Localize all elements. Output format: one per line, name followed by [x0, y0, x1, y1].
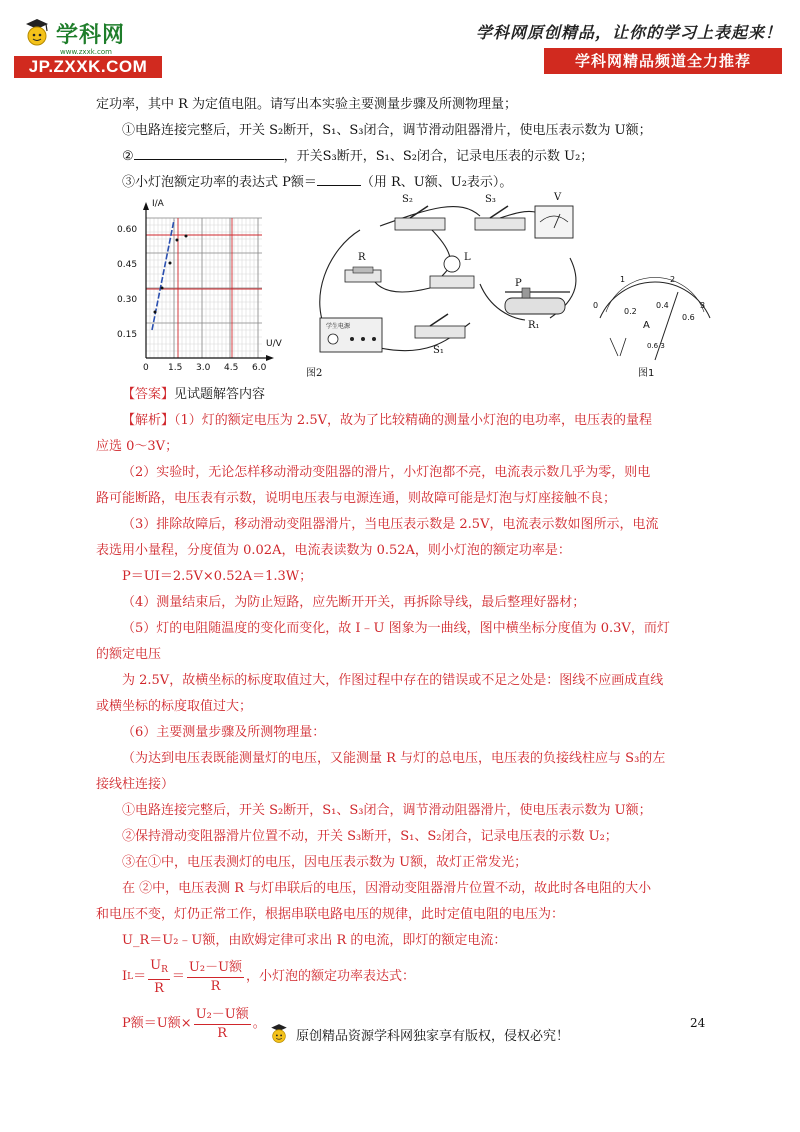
ur-sub: R	[161, 964, 168, 975]
zxxk-logo	[12, 14, 162, 76]
analysis-p2-line1: （2）实验时，无论怎样移动滑动变阻器的滑片，小灯泡都不亮，电流表示数几乎为零，则电	[122, 465, 651, 480]
question-step-1: ①电路连接完整后，开关 S₂断开，S₁、S₃闭合，调节滑动阻器滑片，使电压表示数为 U额；	[122, 123, 652, 138]
analysis-p6-step1: ①电路连接完整后，开关 S₂断开，S₁、S₃闭合，调节滑动阻器滑片，使电压表示数为 U额；	[122, 803, 652, 818]
analysis-p1-line1: （1）灯的额定电压为 2.5V，故为了比较精确的测量小灯泡的电功率，电压表的量程	[174, 413, 652, 428]
mascot-icon	[22, 16, 52, 50]
fig1-caption: 图1	[638, 368, 655, 379]
channel-banner: 学科网精品频道全力推荐	[544, 48, 782, 74]
analysis-p5-line4: 或横坐标的标度取值过大；	[96, 699, 253, 714]
analysis-p6-line2: （为达到电压表既能测量灯的电压，又能测量 R 与灯的总电压，电压表的负接线柱应与 S₃的左	[122, 751, 666, 766]
x-tick: 4.5	[224, 363, 239, 373]
ur-symbol: U	[150, 957, 162, 973]
fraction-numerator: U₂－U额	[187, 959, 244, 978]
fraction-numerator: U₂－U额	[194, 1006, 251, 1025]
meter-bottom-tick: 0.4	[656, 301, 669, 310]
page-footer	[268, 1022, 569, 1046]
x-tick: 6.0	[252, 363, 267, 373]
label-l: L	[464, 252, 471, 263]
label-p: P	[515, 278, 522, 289]
question-step-2	[96, 144, 706, 170]
step-2-prefix: ②	[122, 149, 134, 164]
step-3-suffix: （用 R、U额、U₂表示）。	[360, 175, 513, 190]
analysis-p6-line4: 在 ②中，电压表测 R 与灯串联后的电压，因滑动变阻器滑片位置不动，故此时各电阻的大小	[122, 881, 652, 896]
label-s1: S₁	[433, 345, 444, 356]
mascot-icon	[268, 1022, 290, 1046]
analysis-label: 【解析】	[122, 413, 175, 428]
circuit-diagram	[306, 192, 576, 379]
meter-top-tick: 3	[700, 301, 706, 310]
label-v: V	[554, 192, 562, 203]
meter-top-tick: 2	[670, 275, 676, 284]
logo-name: 学科网	[56, 22, 126, 48]
step-2-suffix: ，开关S₃断开，S₁、S₂闭合，记录电压表的示数 U₂；	[283, 149, 594, 164]
analysis-line-1	[96, 408, 706, 434]
experiment-figure	[117, 188, 720, 388]
step-3-prefix: ③小灯泡额定功率的表达式 P额＝	[122, 175, 317, 190]
x-tick: 1.5	[168, 363, 183, 373]
analysis-p6-line1: （6）主要测量步骤及所测物理量：	[122, 725, 326, 740]
meter-a-label: A	[643, 320, 650, 331]
y-tick: 0.30	[117, 295, 138, 305]
graph-x-label: U/V	[266, 339, 282, 349]
equals-sign: ＝	[171, 969, 185, 984]
analysis-p4: （4）测量结束后，为防止短路，应先断开开关，再拆除导线，最后整理好器材；	[122, 595, 586, 610]
answer-blank-1	[134, 146, 284, 160]
answer-label: 【答案】	[122, 387, 175, 402]
power-box-label: 学生电源	[326, 323, 351, 330]
analysis-p6-line3: 接线柱连接）	[96, 777, 175, 792]
formula-i-sub: L	[127, 972, 134, 982]
analysis-p3-line1: （3）排除故障后，移动滑动变阻器滑片，当电压表示数是 2.5V，电流表示数如图所示，电流	[122, 517, 659, 532]
answer-blank-2	[317, 172, 361, 186]
page-number: 24	[690, 1016, 706, 1030]
y-tick: 0.45	[117, 260, 138, 270]
meter-top-tick: 1	[620, 275, 626, 284]
fraction-denominator: R	[217, 1025, 228, 1041]
meter-terminals: 0.6 3	[647, 342, 665, 350]
ammeter-dial	[593, 275, 710, 379]
meter-bottom-tick: 0.2	[624, 307, 637, 316]
analysis-p5-line2: 的额定电压	[96, 647, 162, 662]
answer-text: 见试题解答内容	[174, 387, 266, 402]
equals-sign: ＝	[133, 969, 147, 984]
formula-current	[96, 954, 706, 1000]
label-r: R	[358, 252, 366, 263]
iu-graph	[117, 199, 283, 373]
formula-i-symbol: I	[122, 969, 128, 984]
analysis-p6-line5: 和电压不变，灯仍正常工作，根据串联电路电压的规律，此时定值电阻的电压为：	[96, 907, 565, 922]
header-slogan: 学科网原创精品，让你的学习上表起来！	[475, 23, 782, 42]
analysis-p1-line2: 应选 0～3V；	[96, 439, 179, 454]
analysis-p3-line3: P＝UI＝2.5V×0.52A＝1.3W；	[122, 569, 313, 584]
analysis-p6-step3: ③在①中，电压表测灯的电压，因电压表示数为 U额，故灯正常发光；	[122, 855, 528, 870]
x-tick: 0	[143, 363, 149, 373]
meter-top-tick: 0	[593, 301, 599, 310]
analysis-p6-step2: ②保持滑动变阻器滑片位置不动，开关 S₃断开，S₁、S₂闭合，记录电压表的示数 U₂；	[122, 829, 618, 844]
x-tick: 3.0	[196, 363, 211, 373]
analysis-p5-line3: 为 2.5V，故横坐标的标度取值过大，作图过程中存在的错误或不足之处是：图线不应画成直线	[122, 673, 664, 688]
fraction-power	[194, 1006, 251, 1043]
label-s2: S₂	[402, 194, 413, 205]
y-tick: 0.60	[117, 225, 138, 235]
meter-bottom-tick: 0.6	[682, 313, 695, 322]
analysis-p3-line2: 表选用小量程，分度值为 0.02A，电流表读数为 0.52A，则小灯泡的额定功率是：	[96, 543, 571, 558]
logo-url-banner: JP.ZXXK.COM	[14, 56, 162, 78]
fraction-ur-over-r	[148, 957, 170, 998]
fraction-voltage-diff-over-r	[187, 959, 244, 996]
label-s3: S₃	[485, 194, 496, 205]
fig2-caption: 图2	[306, 368, 323, 379]
formula-p-left: P额＝U额×	[122, 1016, 192, 1031]
question-line: 定功率，其中 R 为定值电阻。请写出本实验主要测量步骤及所测物理量；	[96, 97, 518, 112]
page-header	[0, 0, 800, 90]
analysis-p5-line1: （5）灯的电阻随温度的变化而变化，故 I﹣U 图象为一曲线，图中横坐标分度值为 0.3V，而灯	[122, 621, 670, 636]
graph-y-label: I/A	[152, 199, 164, 209]
formula-2-trailing: 。	[252, 1016, 266, 1031]
analysis-p2-line2: 路可能断路，电压表有示数，说明电压表与电源连通，则故障可能是灯泡与灯座接触不良；	[96, 491, 617, 506]
logo-small-url: www.zxxk.com	[60, 48, 112, 56]
analysis-p6-line6: U_R＝U₂﹣U额，由欧姆定律可求出 R 的电流，即灯的额定电流：	[122, 933, 507, 948]
fraction-numerator	[148, 957, 170, 980]
y-tick: 0.15	[117, 330, 138, 340]
fraction-denominator: R	[210, 978, 221, 994]
fraction-denominator: R	[154, 980, 164, 996]
formula-1-trailing: ，小灯泡的额定功率表达式：	[246, 969, 416, 984]
label-r1: R₁	[528, 320, 540, 331]
copyright-notice: 原创精品资源学科网独家享有版权，侵权必究！	[296, 1028, 570, 1044]
